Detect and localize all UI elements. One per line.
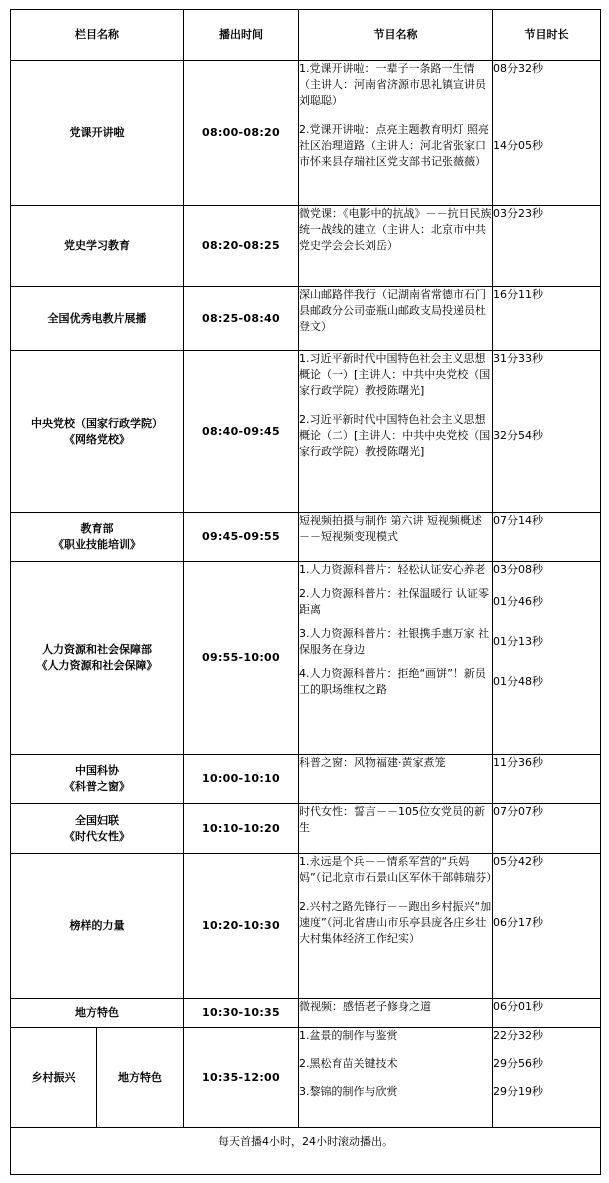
duration-cell [493, 854, 601, 999]
header-column-name: 栏目名称 [11, 10, 184, 61]
column-name-cell [11, 999, 184, 1028]
program-duration: 01分46秒 [493, 595, 543, 608]
program-title: 1.习近平新时代中国特色社会主义思想概论（一）[主讲人：中共中央党校（国家行政学院）教授陈曙光] [299, 352, 491, 397]
program-title: 2.黑松育苗关键技术 [299, 1057, 398, 1070]
program-duration: 07分14秒 [493, 514, 543, 527]
program-duration: 16分11秒 [493, 288, 543, 301]
table-row [11, 854, 601, 999]
column-name-cell [11, 287, 184, 351]
program-title-cell [299, 854, 498, 999]
column-name-line: 党课开讲啦 [69, 126, 125, 139]
broadcast-time-cell: 10:35-12:00 [184, 1028, 299, 1128]
header-duration: 节目时长 [493, 10, 601, 61]
broadcast-time-cell: 10:00-10:10 [184, 755, 299, 804]
duration-cell [493, 562, 601, 755]
program-title-cell [299, 351, 493, 513]
duration-cell [493, 287, 601, 351]
program-duration: 07分07秒 [493, 805, 543, 818]
program-title: 时代女性：誓言－－105位女党员的新生 [299, 805, 485, 834]
program-title-cell [299, 804, 493, 854]
program-title-cell [299, 287, 493, 351]
header-program-title: 节目名称 [299, 10, 493, 61]
program-duration: 05分42秒 [493, 855, 543, 868]
sub-column-name-cell: 地方特色 [97, 1028, 184, 1128]
column-name-line: 《时代女性》 [64, 829, 130, 843]
program-title: 科普之窗：风物福建·黄家煮笼 [299, 756, 446, 769]
broadcast-time-cell: 09:55-10:00 [184, 562, 299, 755]
program-title: 2.兴村之路先锋行－－跑出乡村振兴“加速度”（河北省唐山市乐亭县庞各庄乡壮大村集体经济工作纪实） [299, 900, 492, 945]
table-row [11, 999, 601, 1028]
program-title-cell [299, 1028, 493, 1128]
program-duration: 01分48秒 [493, 675, 543, 688]
broadcast-time-cell: 08:25-08:40 [184, 287, 299, 351]
program-title: 1.人力资源科普片：轻松认证安心养老 [299, 563, 486, 576]
broadcast-time-cell: 10:10-10:20 [184, 804, 299, 854]
program-duration: 06分01秒 [493, 1000, 543, 1013]
broadcast-time-cell: 10:20-10:30 [184, 854, 299, 999]
column-name-cell: 乡村振兴 [11, 1028, 97, 1128]
program-duration: 11分36秒 [493, 756, 543, 769]
duration-cell [493, 804, 601, 854]
broadcast-time-cell: 10:30-10:35 [184, 999, 299, 1028]
program-title: 微视频：感悟老子修身之道 [299, 1000, 431, 1013]
column-name-line: 人力资源和社会保障部 [42, 643, 152, 656]
column-name-line: 中央党校（国家行政学院） [31, 416, 163, 430]
header-row [11, 10, 601, 61]
duration-cell [493, 61, 601, 206]
program-title: 3.黎锦的制作与欣赏 [299, 1085, 398, 1098]
program-duration: 29分19秒 [493, 1085, 543, 1098]
header-broadcast-time: 播出时间 [184, 10, 299, 61]
column-name-cell [11, 755, 184, 804]
broadcast-time-cell: 09:45-09:55 [184, 513, 299, 562]
column-name-line: 《人力资源和社会保障》 [36, 659, 158, 672]
duration-cell [493, 351, 601, 513]
program-title-cell [299, 513, 493, 562]
program-duration: 03分23秒 [493, 207, 543, 220]
table-row [11, 562, 601, 755]
footer-row [11, 1128, 601, 1175]
column-name-line: 《网络党校》 [64, 432, 130, 446]
column-name-cell [11, 61, 184, 206]
broadcast-time-cell: 08:40-09:45 [184, 351, 299, 513]
program-title: 1.永远是个兵－－情系军营的“兵妈妈”（记北京市石景山区军休干部韩瑞芬） [299, 855, 498, 884]
program-duration: 01分13秒 [493, 635, 543, 648]
broadcast-time-cell: 08:20-08:25 [184, 206, 299, 287]
footer-note: 每天首播4小时，24小时滚动播出。 [11, 1128, 601, 1175]
column-name-line: 教育部 [80, 522, 114, 535]
program-duration: 22分32秒 [493, 1029, 543, 1042]
program-title: 3.人力资源科普片：社银携手惠万家 社保服务在身边 [299, 627, 489, 656]
table-row [11, 804, 601, 854]
column-name-cell [11, 351, 184, 513]
column-name-line: 全国妇联 [75, 813, 119, 827]
column-name-cell [11, 854, 184, 999]
program-title-cell [299, 206, 493, 287]
program-title: 微党课：《电影中的抗战》－－抗日民族统一战线的建立（主讲人：北京市中共党史学会会长刘岳） [299, 207, 492, 252]
column-name-line: 榜样的力量 [69, 919, 125, 932]
column-name-line: 《职业技能培训》 [53, 538, 141, 551]
program-title: 短视频拍摄与制作 第六讲 短视频概述－－短视频变现模式 [299, 514, 482, 543]
table-row [11, 1028, 601, 1128]
column-name-line: 《科普之窗》 [64, 780, 130, 793]
program-title: 4.人力资源科普片：拒绝“画饼”！新员工的职场维权之路 [299, 667, 486, 696]
program-title-cell [299, 562, 493, 755]
column-name-cell [11, 804, 184, 854]
program-title-cell [299, 61, 493, 206]
program-duration: 31分33秒 [493, 352, 543, 365]
program-title: 深山邮路伴我行（记湖南省常德市石门县邮政分公司壶瓶山邮政支局投递员杜登文） [299, 288, 486, 333]
program-title: 1.盆景的制作与鉴赏 [299, 1029, 398, 1042]
duration-cell [493, 999, 601, 1028]
program-duration: 03分08秒 [493, 563, 543, 576]
broadcast-time-cell: 08:00-08:20 [184, 61, 299, 206]
table-row [11, 287, 601, 351]
table-row [11, 351, 601, 513]
program-title: 1.党课开讲啦：一辈子一条路一生情（主讲人：河南省济源市思礼镇宣讲员刘聪聪） [299, 62, 486, 107]
column-name-line: 党史学习教育 [64, 239, 130, 252]
program-title-cell [299, 755, 493, 804]
schedule-table [10, 9, 601, 1175]
duration-cell [493, 513, 601, 562]
duration-cell [493, 206, 601, 287]
program-duration: 06分17秒 [493, 916, 543, 929]
column-name-line: 全国优秀电教片展播 [47, 311, 147, 325]
column-name-cell [11, 206, 184, 287]
program-duration: 08分32秒 [493, 62, 543, 75]
column-name-cell [11, 513, 184, 562]
program-duration: 14分05秒 [493, 139, 543, 152]
program-title: 2.人力资源科普片：社保温暖行 认证零距离 [299, 587, 489, 616]
program-duration: 32分54秒 [493, 429, 543, 442]
duration-cell [493, 1028, 601, 1128]
table-row [11, 61, 601, 206]
program-title: 2.党课开讲啦：点亮主题教育明灯 照亮社区治理道路（主讲人：河北省张家口市怀来县存瑞社区党支部书记张薇薇） [299, 123, 489, 168]
duration-cell [493, 755, 601, 804]
column-name-line: 中国科协 [75, 764, 119, 777]
table-row [11, 513, 601, 562]
program-title-cell [299, 999, 493, 1028]
program-title: 2.习近平新时代中国特色社会主义思想概论（二）[主讲人：中共中央党校（国家行政学院）教授陈曙光] [299, 413, 491, 458]
column-name-line: 地方特色 [75, 1006, 119, 1019]
program-duration: 29分56秒 [493, 1057, 543, 1070]
column-name-cell [11, 562, 184, 755]
table-row [11, 206, 601, 287]
table-row [11, 755, 601, 804]
